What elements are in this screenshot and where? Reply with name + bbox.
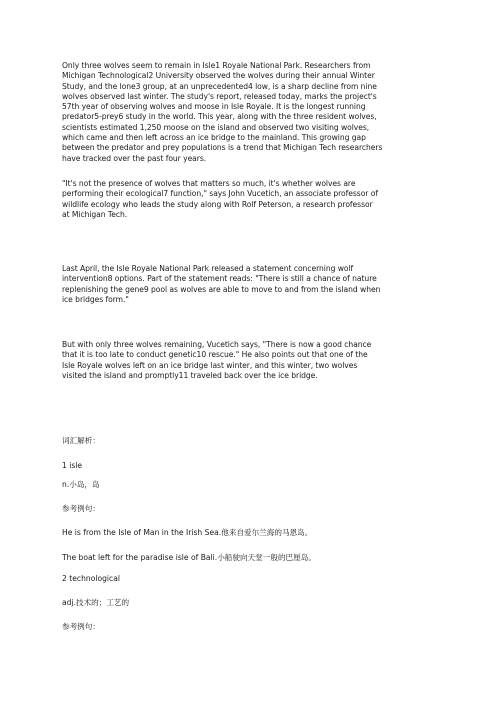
vocab-word-2-example-label: 参考例句： xyxy=(62,622,100,631)
vocab-word-1-example-2: The boat left for the paradise isle of Bali.小船驶向天堂一般的巴厘岛。 xyxy=(62,553,316,562)
article-paragraph-3: Last April, the Isle Royale National Park released a statement concerning wolf intervention8 options. Part of the statement reads: "There is still a chance of nature replenishing the gene9 pool as wolves are able to move to and from the island when ice bridges form." xyxy=(62,264,381,304)
vocab-word-2-definition: adj.技术的；工艺的 xyxy=(62,598,130,607)
article-paragraph-2: "It's not the presence of wolves that matters so much, it's whether wolves are performing their ecological7 function," says John Vucetich, an associate professor of wildlife ecology who leads the study along with Rolf Peterson, a research professor at Michigan Tech. xyxy=(62,179,378,219)
vocab-word-1-example-label: 参考例句： xyxy=(62,504,100,513)
vocab-heading: 词汇解析： xyxy=(62,436,100,445)
vocab-word-1-example-1: He is from the Isle of Man in the Irish Sea.他来自爱尔兰海的马恩岛。 xyxy=(62,528,313,537)
article-paragraph-4: But with only three wolves remaining, Vucetich says, "There is now a good chance that it is too late to conduct genetic10 rescue." He also points out that one of the Isle Royale wolves left on an ice bridge last winter, and this winter, two wolves visited the island and promptly11 traveled back over the ice bridge. xyxy=(62,340,372,380)
article-paragraph-1: Only three wolves seem to remain in Isle1 Royale National Park. Researchers from Michigan Technological2 University observed the wolves during their annual Winter Study, and the lone3 group, at an unprecedented4 low, is a sharp decline from nine wolves observed last winter. The study's report, released today, marks the project's 57th year of observing wolves and moose in Isle Royale. It is the longest running predator5-prey6 study in the world. This year, along with the three resident wolves, scientists estimated 1,250 moose on the island and observed two visiting wolves, which came and then left across an ice bridge to the mainland. This growing gap between the predator and prey populations is a trend that Michigan Tech researchers have tracked over the past four years. xyxy=(62,61,383,163)
vocab-word-1-definition: n.小岛，岛 xyxy=(62,480,100,489)
vocab-word-2-title: 2 technological xyxy=(62,574,120,583)
vocab-word-1-title: 1 isle xyxy=(62,461,83,470)
